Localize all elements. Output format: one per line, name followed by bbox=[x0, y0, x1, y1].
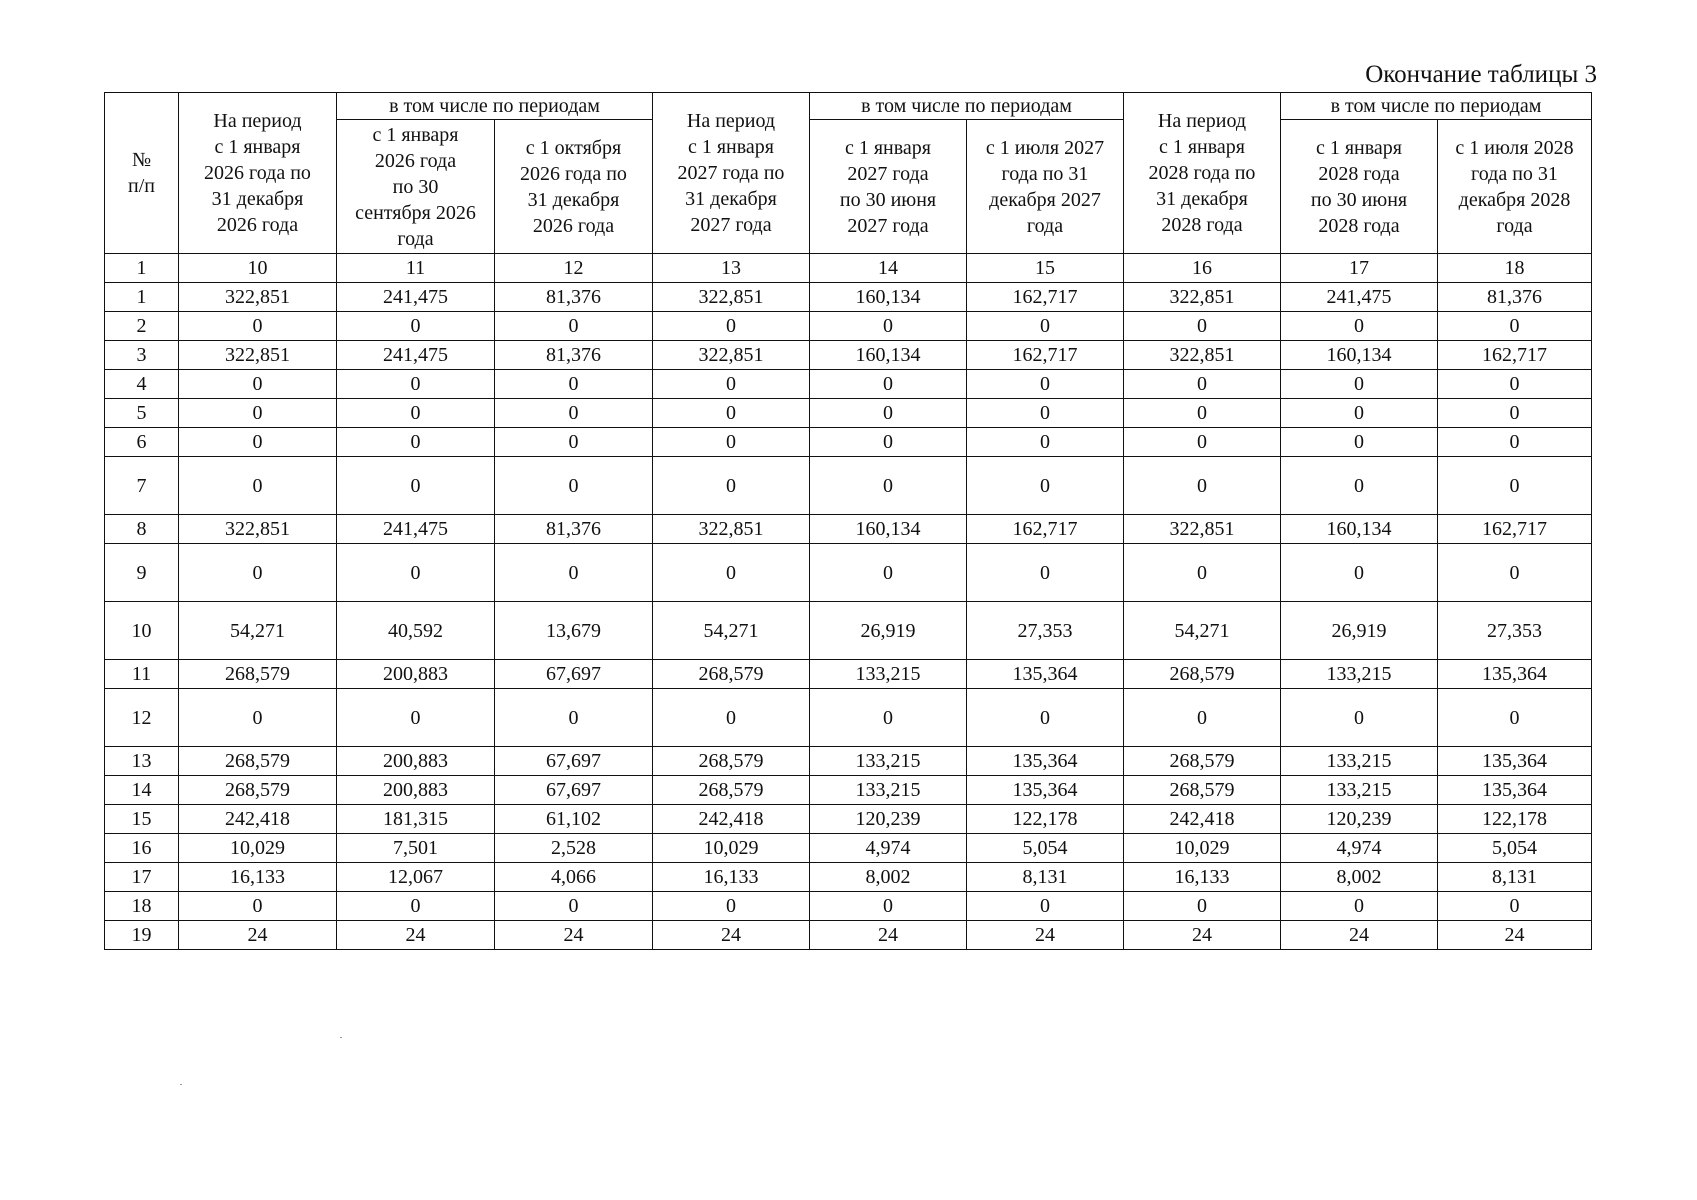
table-cell: 268,579 bbox=[1124, 747, 1281, 776]
table-cell: 2,528 bbox=[495, 834, 653, 863]
table-cell: 24 bbox=[653, 921, 810, 950]
table-cell: 0 bbox=[1124, 399, 1281, 428]
column-number: 17 bbox=[1281, 254, 1438, 283]
header-group-2026: в том числе по периодам bbox=[337, 93, 653, 120]
table-cell: 24 bbox=[1281, 921, 1438, 950]
table-cell: 162,717 bbox=[967, 283, 1124, 312]
table-cell: 0 bbox=[967, 428, 1124, 457]
table-cell: 0 bbox=[1124, 544, 1281, 602]
table-cell: 268,579 bbox=[179, 747, 337, 776]
table-row bbox=[105, 834, 1592, 863]
table-cell: 5,054 bbox=[967, 834, 1124, 863]
table-cell: 241,475 bbox=[337, 341, 495, 370]
table-cell: 0 bbox=[1281, 689, 1438, 747]
table-cell: 10,029 bbox=[653, 834, 810, 863]
table-cell: 135,364 bbox=[1438, 776, 1592, 805]
table-cell: 81,376 bbox=[495, 283, 653, 312]
header-group-2027: в том числе по периодам bbox=[810, 93, 1124, 120]
table-cell: 268,579 bbox=[653, 747, 810, 776]
table-cell: 268,579 bbox=[1124, 660, 1281, 689]
table-cell: 322,851 bbox=[1124, 515, 1281, 544]
scan-speck bbox=[180, 1084, 182, 1085]
row-number: 9 bbox=[105, 544, 179, 602]
row-number: 12 bbox=[105, 689, 179, 747]
row-number: 16 bbox=[105, 834, 179, 863]
table-cell: 0 bbox=[967, 399, 1124, 428]
table-cell: 160,134 bbox=[1281, 515, 1438, 544]
table-cell: 200,883 bbox=[337, 747, 495, 776]
header-group-2028: в том числе по периодам bbox=[1281, 93, 1592, 120]
row-number: 2 bbox=[105, 312, 179, 341]
table-cell: 67,697 bbox=[495, 660, 653, 689]
table-row bbox=[105, 805, 1592, 834]
table-cell: 120,239 bbox=[810, 805, 967, 834]
table-cell: 24 bbox=[337, 921, 495, 950]
table-cell: 0 bbox=[810, 544, 967, 602]
table-cell: 135,364 bbox=[967, 747, 1124, 776]
table-cell: 54,271 bbox=[1124, 602, 1281, 660]
table-cell: 24 bbox=[495, 921, 653, 950]
table-row bbox=[105, 457, 1592, 515]
table-cell: 4,974 bbox=[1281, 834, 1438, 863]
column-number: 14 bbox=[810, 254, 967, 283]
row-number: 1 bbox=[105, 283, 179, 312]
table-cell: 0 bbox=[1281, 370, 1438, 399]
table-cell: 0 bbox=[967, 544, 1124, 602]
table-cell: 122,178 bbox=[1438, 805, 1592, 834]
header-2027-jul-dec: с 1 июля 2027 года по 31 декабря 2027 года bbox=[967, 120, 1124, 254]
table-cell: 241,475 bbox=[1281, 283, 1438, 312]
table-cell: 0 bbox=[179, 457, 337, 515]
table-cell: 0 bbox=[1124, 457, 1281, 515]
table-cell: 0 bbox=[810, 457, 967, 515]
table-cell: 0 bbox=[495, 689, 653, 747]
table-cell: 133,215 bbox=[1281, 776, 1438, 805]
table-cell: 322,851 bbox=[1124, 283, 1281, 312]
table-cell: 0 bbox=[495, 370, 653, 399]
table-cell: 0 bbox=[337, 689, 495, 747]
header-2028-jul-dec: с 1 июля 2028 года по 31 декабря 2028 года bbox=[1438, 120, 1592, 254]
row-number: 19 bbox=[105, 921, 179, 950]
table-row bbox=[105, 863, 1592, 892]
table-cell: 0 bbox=[1438, 689, 1592, 747]
table-row bbox=[105, 370, 1592, 399]
table-cell: 8,002 bbox=[1281, 863, 1438, 892]
table-row bbox=[105, 602, 1592, 660]
column-number-row bbox=[105, 254, 1592, 283]
table-cell: 160,134 bbox=[810, 515, 967, 544]
table-cell: 0 bbox=[653, 428, 810, 457]
table-cell: 268,579 bbox=[1124, 776, 1281, 805]
table-cell: 54,271 bbox=[653, 602, 810, 660]
table-cell: 0 bbox=[1281, 892, 1438, 921]
table-cell: 0 bbox=[967, 370, 1124, 399]
row-number: 4 bbox=[105, 370, 179, 399]
table-cell: 268,579 bbox=[653, 660, 810, 689]
table-row bbox=[105, 515, 1592, 544]
column-number: 11 bbox=[337, 254, 495, 283]
table-cell: 0 bbox=[179, 689, 337, 747]
table-cell: 0 bbox=[495, 892, 653, 921]
table-cell: 0 bbox=[810, 689, 967, 747]
table-cell: 0 bbox=[495, 399, 653, 428]
table-cell: 122,178 bbox=[967, 805, 1124, 834]
table-cell: 0 bbox=[1438, 312, 1592, 341]
table-row bbox=[105, 312, 1592, 341]
data-table bbox=[104, 92, 1592, 950]
column-number: 18 bbox=[1438, 254, 1592, 283]
table-row bbox=[105, 921, 1592, 950]
table-cell: 0 bbox=[653, 399, 810, 428]
table-cell: 160,134 bbox=[810, 283, 967, 312]
table-cell: 0 bbox=[1124, 892, 1281, 921]
table-cell: 200,883 bbox=[337, 776, 495, 805]
table-row bbox=[105, 544, 1592, 602]
table-cell: 268,579 bbox=[179, 776, 337, 805]
table-cell: 24 bbox=[1438, 921, 1592, 950]
table-cell: 322,851 bbox=[179, 515, 337, 544]
table-cell: 322,851 bbox=[653, 515, 810, 544]
table-cell: 8,002 bbox=[810, 863, 967, 892]
table-cell: 160,134 bbox=[1281, 341, 1438, 370]
table-body bbox=[105, 283, 1592, 950]
header-period-2027: На период с 1 января 2027 года по 31 декабря 2027 года bbox=[653, 93, 810, 254]
table-row bbox=[105, 689, 1592, 747]
table-cell: 8,131 bbox=[1438, 863, 1592, 892]
column-number: 15 bbox=[967, 254, 1124, 283]
row-number: 15 bbox=[105, 805, 179, 834]
table-cell: 16,133 bbox=[653, 863, 810, 892]
table-cell: 0 bbox=[1281, 428, 1438, 457]
header-2026-jan-sep: с 1 января 2026 года по 30 сентября 2026 года bbox=[337, 120, 495, 254]
header-2027-jan-jun: с 1 января 2027 года по 30 июня 2027 года bbox=[810, 120, 967, 254]
table-cell: 322,851 bbox=[653, 283, 810, 312]
table-cell: 133,215 bbox=[1281, 747, 1438, 776]
header-number: № п/п bbox=[105, 93, 179, 254]
column-number: 16 bbox=[1124, 254, 1281, 283]
table-row bbox=[105, 747, 1592, 776]
table-cell: 5,054 bbox=[1438, 834, 1592, 863]
table-cell: 27,353 bbox=[967, 602, 1124, 660]
table-cell: 61,102 bbox=[495, 805, 653, 834]
table-cell: 0 bbox=[179, 312, 337, 341]
table-header bbox=[105, 93, 1592, 283]
table-cell: 0 bbox=[810, 312, 967, 341]
table-cell: 135,364 bbox=[967, 660, 1124, 689]
table-cell: 0 bbox=[653, 312, 810, 341]
table-cell: 133,215 bbox=[1281, 660, 1438, 689]
table-cell: 268,579 bbox=[179, 660, 337, 689]
table-cell: 16,133 bbox=[179, 863, 337, 892]
table-cell: 242,418 bbox=[1124, 805, 1281, 834]
table-cell: 0 bbox=[179, 544, 337, 602]
table-cell: 12,067 bbox=[337, 863, 495, 892]
table-cell: 242,418 bbox=[179, 805, 337, 834]
table-cell: 120,239 bbox=[1281, 805, 1438, 834]
table-cell: 27,353 bbox=[1438, 602, 1592, 660]
table-cell: 0 bbox=[337, 399, 495, 428]
table-cell: 81,376 bbox=[495, 341, 653, 370]
table-cell: 0 bbox=[810, 428, 967, 457]
table-cell: 241,475 bbox=[337, 515, 495, 544]
table-cell: 0 bbox=[179, 428, 337, 457]
table-cell: 0 bbox=[1124, 428, 1281, 457]
table-cell: 0 bbox=[495, 544, 653, 602]
column-number: 13 bbox=[653, 254, 810, 283]
header-2028-jan-jun: с 1 января 2028 года по 30 июня 2028 года bbox=[1281, 120, 1438, 254]
table-cell: 0 bbox=[810, 892, 967, 921]
table-cell: 133,215 bbox=[810, 776, 967, 805]
table-cell: 0 bbox=[653, 892, 810, 921]
column-number: 12 bbox=[495, 254, 653, 283]
table-cell: 0 bbox=[1124, 370, 1281, 399]
table-row bbox=[105, 283, 1592, 312]
table-cell: 4,974 bbox=[810, 834, 967, 863]
header-2026-oct-dec: с 1 октября 2026 года по 31 декабря 2026 года bbox=[495, 120, 653, 254]
table-cell: 81,376 bbox=[1438, 283, 1592, 312]
table-cell: 181,315 bbox=[337, 805, 495, 834]
row-number: 3 bbox=[105, 341, 179, 370]
scan-speck bbox=[340, 1037, 342, 1038]
row-number: 5 bbox=[105, 399, 179, 428]
table-cell: 135,364 bbox=[1438, 660, 1592, 689]
table-cell: 0 bbox=[1281, 399, 1438, 428]
table-cell: 10,029 bbox=[1124, 834, 1281, 863]
table-cell: 0 bbox=[1281, 544, 1438, 602]
table-cell: 40,592 bbox=[337, 602, 495, 660]
row-number: 18 bbox=[105, 892, 179, 921]
row-number: 14 bbox=[105, 776, 179, 805]
table-cell: 200,883 bbox=[337, 660, 495, 689]
table-cell: 10,029 bbox=[179, 834, 337, 863]
row-number: 13 bbox=[105, 747, 179, 776]
table-cell: 67,697 bbox=[495, 776, 653, 805]
table-cell: 0 bbox=[1124, 312, 1281, 341]
table-caption: Окончание таблицы 3 bbox=[1365, 61, 1597, 88]
table-cell: 162,717 bbox=[967, 515, 1124, 544]
header-period-2026: На период с 1 января 2026 года по 31 декабря 2026 года bbox=[179, 93, 337, 254]
table-cell: 0 bbox=[179, 892, 337, 921]
table-cell: 0 bbox=[653, 689, 810, 747]
table-cell: 0 bbox=[810, 370, 967, 399]
table-cell: 0 bbox=[1438, 428, 1592, 457]
table-cell: 0 bbox=[179, 370, 337, 399]
table-row bbox=[105, 892, 1592, 921]
row-number: 8 bbox=[105, 515, 179, 544]
row-number: 17 bbox=[105, 863, 179, 892]
row-number: 7 bbox=[105, 457, 179, 515]
row-number: 10 bbox=[105, 602, 179, 660]
table-cell: 322,851 bbox=[179, 283, 337, 312]
table-row bbox=[105, 776, 1592, 805]
table-cell: 0 bbox=[653, 370, 810, 399]
table-row bbox=[105, 660, 1592, 689]
table-cell: 0 bbox=[1281, 457, 1438, 515]
table-cell: 162,717 bbox=[967, 341, 1124, 370]
table-cell: 135,364 bbox=[967, 776, 1124, 805]
table-cell: 24 bbox=[967, 921, 1124, 950]
table-cell: 0 bbox=[967, 892, 1124, 921]
table-cell: 0 bbox=[653, 457, 810, 515]
table-cell: 24 bbox=[1124, 921, 1281, 950]
table-cell: 0 bbox=[1438, 892, 1592, 921]
table-cell: 0 bbox=[967, 457, 1124, 515]
header-period-2028: На период с 1 января 2028 года по 31 декабря 2028 года bbox=[1124, 93, 1281, 254]
table-cell: 322,851 bbox=[653, 341, 810, 370]
table-cell: 24 bbox=[179, 921, 337, 950]
table-cell: 0 bbox=[1281, 312, 1438, 341]
table-cell: 0 bbox=[1438, 457, 1592, 515]
table-cell: 0 bbox=[337, 428, 495, 457]
table-cell: 135,364 bbox=[1438, 747, 1592, 776]
table-cell: 54,271 bbox=[179, 602, 337, 660]
table-cell: 4,066 bbox=[495, 863, 653, 892]
table-cell: 8,131 bbox=[967, 863, 1124, 892]
table-cell: 133,215 bbox=[810, 747, 967, 776]
table-cell: 0 bbox=[1124, 689, 1281, 747]
table-cell: 0 bbox=[810, 399, 967, 428]
table-cell: 322,851 bbox=[179, 341, 337, 370]
table-cell: 0 bbox=[967, 312, 1124, 341]
table-cell: 162,717 bbox=[1438, 341, 1592, 370]
table-cell: 13,679 bbox=[495, 602, 653, 660]
table-cell: 0 bbox=[495, 312, 653, 341]
table-cell: 0 bbox=[179, 399, 337, 428]
table-row bbox=[105, 341, 1592, 370]
table-cell: 0 bbox=[337, 457, 495, 515]
table-row bbox=[105, 428, 1592, 457]
table-cell: 322,851 bbox=[1124, 341, 1281, 370]
table-cell: 67,697 bbox=[495, 747, 653, 776]
table-cell: 0 bbox=[495, 428, 653, 457]
table-cell: 0 bbox=[1438, 370, 1592, 399]
table-cell: 26,919 bbox=[810, 602, 967, 660]
table-cell: 242,418 bbox=[653, 805, 810, 834]
row-number: 6 bbox=[105, 428, 179, 457]
table-cell: 0 bbox=[967, 689, 1124, 747]
row-number: 11 bbox=[105, 660, 179, 689]
table-cell: 0 bbox=[653, 544, 810, 602]
table-cell: 268,579 bbox=[653, 776, 810, 805]
table-cell: 7,501 bbox=[337, 834, 495, 863]
table-cell: 16,133 bbox=[1124, 863, 1281, 892]
table-cell: 81,376 bbox=[495, 515, 653, 544]
table-cell: 0 bbox=[1438, 544, 1592, 602]
table-row bbox=[105, 399, 1592, 428]
table-cell: 0 bbox=[495, 457, 653, 515]
table-cell: 241,475 bbox=[337, 283, 495, 312]
table-cell: 0 bbox=[1438, 399, 1592, 428]
table-cell: 160,134 bbox=[810, 341, 967, 370]
table-cell: 26,919 bbox=[1281, 602, 1438, 660]
table-cell: 162,717 bbox=[1438, 515, 1592, 544]
table-cell: 24 bbox=[810, 921, 967, 950]
table-cell: 0 bbox=[337, 312, 495, 341]
table-cell: 0 bbox=[337, 892, 495, 921]
table-cell: 0 bbox=[337, 370, 495, 399]
table-cell: 133,215 bbox=[810, 660, 967, 689]
table-cell: 0 bbox=[337, 544, 495, 602]
column-number: 10 bbox=[179, 254, 337, 283]
column-number: 1 bbox=[105, 254, 179, 283]
